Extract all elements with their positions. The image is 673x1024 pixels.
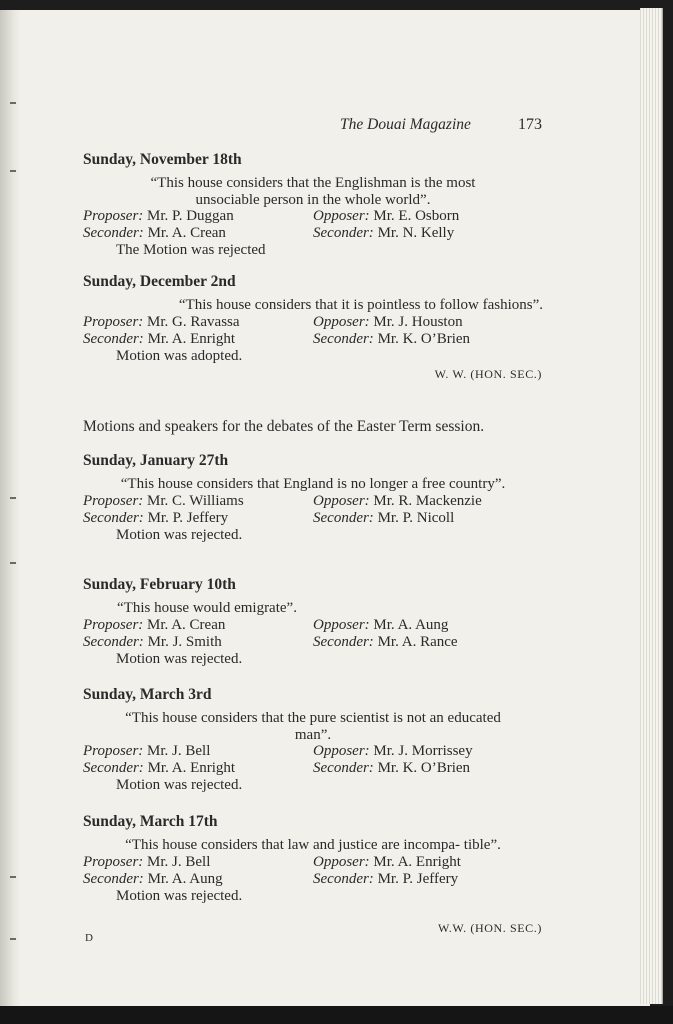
running-header [340,116,542,134]
seconders-row [83,871,543,888]
opposer-label: Opposer: [313,313,370,330]
seconder-label: Seconder: [313,633,374,650]
speakers-row [83,617,543,634]
opposer-label: Opposer: [313,743,370,759]
secretary-signature: W.W. (HON. SEC.) [437,921,542,935]
opp-seconder-name: Mr. K. O’Brien [377,330,471,347]
opposer-name: Mr. E. Osborn [373,208,460,224]
seconder-label: Seconder: [83,330,144,347]
debate-motion: “This house considers that the Englishman is the most unsociable person in the whole world”. [150,175,476,208]
opposer-label: Opposer: [313,853,370,870]
opp-seconder-name: Mr. N. Kelly [377,225,455,241]
opposer-name: Mr. R. Mackenzie [373,492,482,509]
seconder-label: Seconder: [83,509,144,526]
debate-motion: “This house considers that the pure scientist is not an educated man”. [125,710,501,743]
debate-entry [83,813,543,905]
seconders-row [83,510,543,527]
journal-title: The Douai Magazine [340,116,471,133]
page-edges [640,8,663,1004]
seconders-row [83,331,543,348]
speakers-row [83,208,543,225]
secretary-signature: W. W. (HON. SEC.) [434,367,542,381]
proposer-label: Proposer: [83,492,144,509]
debate-entry [83,686,543,794]
opposer-name: Mr. J. Morrissey [373,743,473,759]
debate-entry [83,576,543,668]
proposer-label: Proposer: [83,743,144,759]
seconder-label: Seconder: [313,225,374,241]
debate-outcome: Motion was adopted. [116,347,243,364]
seconders-row [83,760,543,777]
signature-mark: D [85,932,93,944]
margin-mark [10,497,16,499]
debate-date: Sunday, January 27th [83,452,229,469]
debate-motion: “This house would emigrate”. [117,600,297,616]
seconder-label: Seconder: [83,760,144,776]
debate-outcome: The Motion was rejected [116,242,266,258]
margin-mark [10,102,16,104]
book-cover-edge [0,1006,673,1024]
seconder-name: Mr. J. Smith [147,633,222,650]
debate-outcome: Motion was rejected. [116,526,243,543]
opp-seconder-name: Mr. A. Rance [377,633,458,650]
debate-entry [83,273,543,365]
proposer-name: Mr. A. Crean [147,616,226,633]
seconder-label: Seconder: [313,509,374,526]
speakers-row [83,743,543,760]
opp-seconder-name: Mr. P. Jeffery [377,870,459,887]
margin-mark [10,170,16,172]
debate-outcome: Motion was rejected. [116,650,243,667]
proposer-name: Mr. J. Bell [147,853,211,870]
session-intro: Motions and speakers for the debates of the Easter Term session. [83,418,485,435]
seconders-row [83,634,543,651]
debate-date: Sunday, March 17th [83,813,218,830]
seconder-name: Mr. A. Crean [147,225,226,241]
debate-date: Sunday, November 18th [83,151,242,168]
proposer-label: Proposer: [83,616,144,633]
opposer-label: Opposer: [313,616,370,633]
proposer-name: Mr. C. Williams [147,492,244,509]
proposer-label: Proposer: [83,208,144,224]
debate-outcome: Motion was rejected. [116,887,243,904]
opposer-name: Mr. A. Enright [373,853,461,870]
proposer-label: Proposer: [83,313,144,330]
seconder-name: Mr. A. Aung [147,870,223,887]
proposer-label: Proposer: [83,853,144,870]
speakers-row [83,493,543,510]
seconder-name: Mr. A. Enright [147,330,236,347]
debate-outcome: Motion was rejected. [116,777,243,793]
seconder-name: Mr. P. Jeffery [147,509,229,526]
seconder-label: Seconder: [313,330,374,347]
debate-date: Sunday, December 2nd [83,273,236,290]
opp-seconder-name: Mr. P. Nicoll [377,509,455,526]
speakers-row [83,854,543,871]
page-number: 173 [518,116,542,133]
debate-motion: “This house considers that law and justice are incompa- tible”. [125,837,501,853]
debate-date: Sunday, February 10th [83,576,236,593]
debate-motion: “This house considers that England is no longer a free country”. [120,476,506,492]
opposer-name: Mr. J. Houston [373,313,463,330]
seconder-label: Seconder: [313,760,374,776]
seconder-label: Seconder: [83,633,144,650]
debate-motion: “This house considers that it is pointless to follow fashions”. [178,297,543,313]
page-spine-shadow [0,10,20,1006]
seconders-row [83,225,543,242]
debate-entry [83,151,543,259]
margin-mark [10,562,16,564]
opp-seconder-name: Mr. K. O’Brien [377,760,471,776]
debate-entry [83,452,543,544]
seconder-label: Seconder: [83,225,144,241]
opposer-label: Opposer: [313,208,370,224]
opposer-label: Opposer: [313,492,370,509]
margin-mark [10,876,16,878]
debate-date: Sunday, March 3rd [83,686,212,703]
seconder-label: Seconder: [313,870,374,887]
margin-mark [10,938,16,940]
proposer-name: Mr. J. Bell [147,743,211,759]
opposer-name: Mr. A. Aung [373,616,449,633]
proposer-name: Mr. G. Ravassa [147,313,240,330]
speakers-row [83,314,543,331]
proposer-name: Mr. P. Duggan [147,208,234,224]
seconder-name: Mr. A. Enright [147,760,236,776]
seconder-label: Seconder: [83,870,144,887]
